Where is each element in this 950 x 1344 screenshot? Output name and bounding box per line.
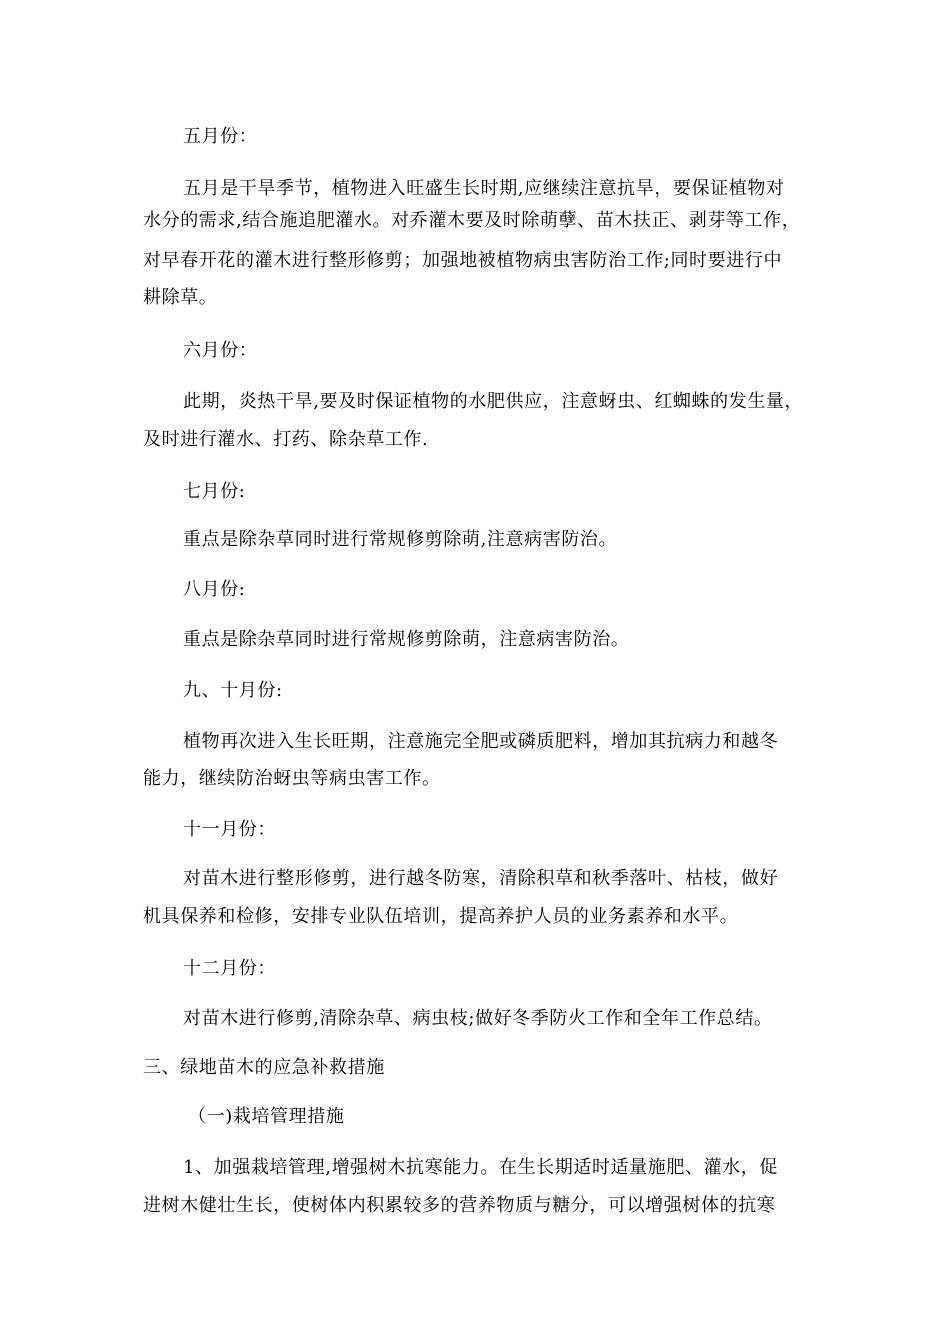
december-paragraph-line-1: 对苗木进行修剪,清除杂草、病虫枝;做好冬季防火工作和全年工作总结。 [183, 1008, 773, 1029]
june-paragraph-line-1: 此期，炎热干旱,要及时保证植物的水肥供应，注意蚜虫、红蜘蛛的发生量， [183, 391, 804, 412]
may-paragraph-line-1: 五月是干旱季节，植物进入旺盛生长时期,应继续注意抗旱，要保证植物对 [183, 178, 785, 199]
may-heading: 五月份： [183, 126, 258, 147]
july-paragraph-line-1: 重点是除杂草同时进行常规修剪除萌,注意病害防治。 [183, 529, 618, 550]
may-paragraph-line-3: 对早春开花的灌木进行整形修剪；加强地被植物病虫害防治工作;同时要进行中 [143, 250, 783, 271]
section-3-paragraph-line-1: 1、加强栽培管理,增强树木抗寒能力。在生长期适时适量施肥、灌水，促 [183, 1157, 778, 1178]
november-paragraph-line-2: 机具保养和检修，安排专业队伍培训，提高养护人员的业务素养和水平。 [143, 906, 739, 927]
section-3-heading: 三、绿地苗木的应急补救措施 [143, 1057, 385, 1078]
june-heading: 六月份： [183, 340, 258, 361]
may-paragraph-line-2: 水分的需求,结合施追肥灌水。对乔灌木要及时除萌孽、苗木扶正、剥芽等工作， [143, 210, 801, 231]
august-paragraph-line-1: 重点是除杂草同时进行常规修剪除萌，注意病害防治。 [183, 629, 630, 650]
section-3-paragraph-line-2: 进树木健壮生长，使树体内积累较多的营养物质与糖分，可以增强树体的抗寒 [143, 1195, 776, 1216]
section-3-subheading: （一)栽培管理措施 [188, 1106, 345, 1127]
august-heading: 八月份: [183, 579, 246, 600]
november-heading: 十一月份： [183, 819, 276, 840]
may-paragraph-line-4: 耕除草。 [143, 287, 218, 308]
december-heading: 十二月份： [183, 958, 276, 979]
june-paragraph-line-2: 及时进行灌水、打药、除杂草工作. [143, 429, 429, 450]
sept-oct-paragraph-line-1: 植物再次进入生长旺期，注意施完全肥或磷质肥料，增加其抗病力和越冬 [183, 731, 779, 752]
november-paragraph-line-1: 对苗木进行整形修剪，进行越冬防寒，清除积草和秋季落叶、枯枝，做好 [183, 868, 779, 889]
july-heading: 七月份: [183, 481, 246, 502]
sept-oct-heading: 九、十月份: [183, 680, 283, 701]
sept-oct-paragraph-line-2: 能力，继续防治蚜虫等病虫害工作。 [143, 768, 441, 789]
